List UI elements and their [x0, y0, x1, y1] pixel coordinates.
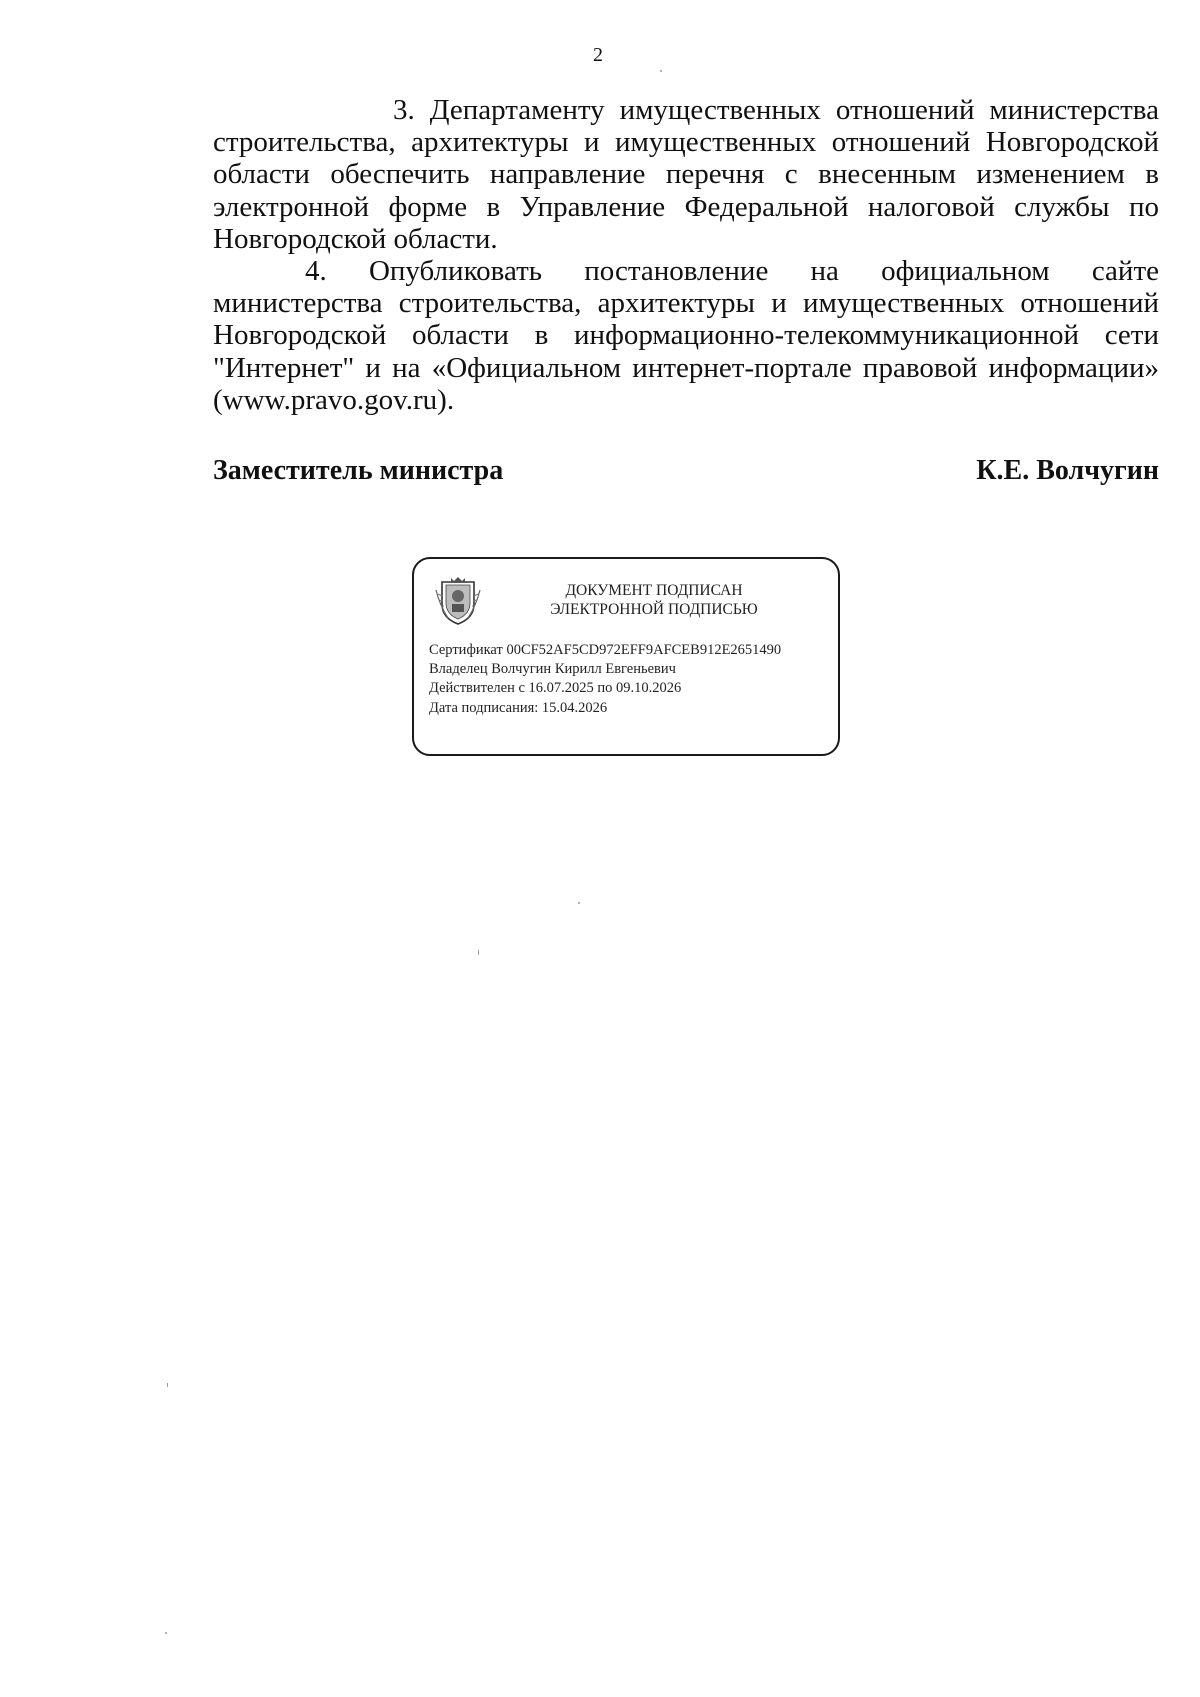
stamp-header — [524, 581, 784, 619]
stamp-signing-date: Дата подписания: 15.04.2026 — [429, 699, 608, 716]
document-body — [213, 94, 1159, 416]
stamp-details — [429, 641, 781, 718]
scan-speck — [167, 1383, 168, 1387]
paragraph-3: 3. Департаменту имущественных отношений министерства строительства, архитектуры и имущественных отношений Новгородской области обеспечить направление перечня с внесенным изменением в электронной форме в Управление Федеральной налоговой службы по Новгородской области. — [213, 94, 1159, 255]
scan-speck — [578, 902, 580, 904]
page-number-text: 2 — [593, 44, 603, 66]
stamp-header-line-1: ДОКУМЕНТ ПОДПИСАН — [565, 582, 743, 599]
signer-position: Заместитель министра — [213, 455, 504, 486]
page-number — [0, 44, 1200, 67]
scan-speck — [660, 70, 662, 72]
coat-of-arms-icon — [434, 576, 482, 626]
stamp-header-line-2: ЭЛЕКТРОННОЙ ПОДПИСЬЮ — [550, 601, 758, 618]
stamp-certificate: Сертификат 00CF52AF5CD972EFF9AFCEB912E2651490 — [429, 642, 782, 658]
signature-block — [213, 455, 1159, 495]
stamp-validity: Действителен с 16.07.2025 по 09.10.2026 — [429, 680, 682, 697]
scan-speck — [478, 950, 479, 955]
stamp-owner: Владелец Волчугин Кирилл Евгеньевич — [429, 661, 676, 678]
signer-name: К.Е. Волчугин — [976, 455, 1159, 486]
scan-speck — [165, 1632, 167, 1634]
paragraph-4: 4. Опубликовать постановление на официальном сайте министерства строительства, архитектуры и имущественных отношений Новгородской области в информационно-телекоммуникационной сети "Интернет" и на «Официальном интернет-портале правовой информации» (www.pravo.gov.ru). — [213, 255, 1159, 416]
electronic-signature-stamp — [412, 557, 840, 756]
